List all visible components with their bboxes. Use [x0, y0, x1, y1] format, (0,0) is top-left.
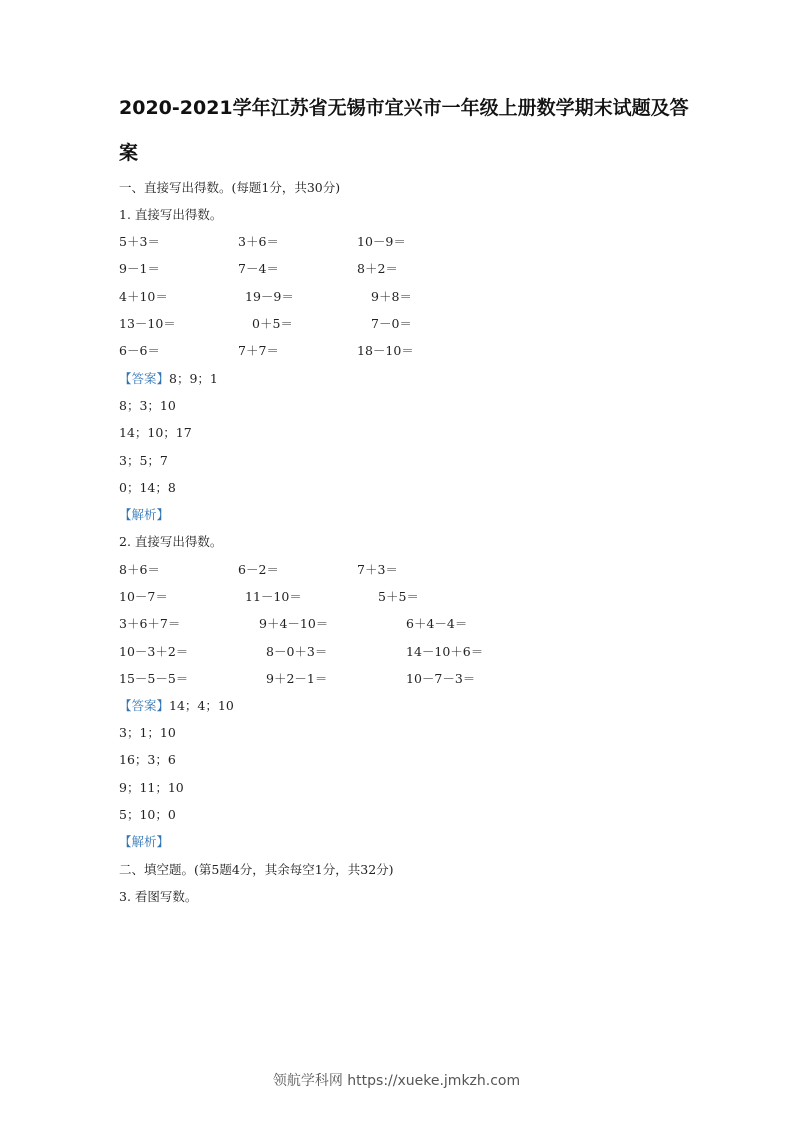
answer-text: 14；4；10: [169, 698, 234, 713]
q1-problem: 0＋5＝: [252, 316, 293, 331]
q2-answer-line: 16；3；6: [119, 752, 176, 767]
answer-text: 8；9；1: [169, 371, 218, 386]
q2-label: 2. 直接写出得数。: [119, 534, 223, 549]
q1-answer-line: 0；14；8: [119, 480, 176, 495]
q1-problem: 9－1＝: [119, 261, 160, 276]
q1-answer-line: 3；5；7: [119, 453, 168, 468]
q2-problem: 9＋2－1＝: [266, 671, 328, 686]
q2-answer-line: [119, 697, 234, 715]
q1-label: 1. 直接写出得数。: [119, 207, 223, 222]
q1-problem: 7－0＝: [371, 316, 412, 331]
footer-watermark: 领航学科网 https://xueke.jmkzh.com: [272, 1073, 521, 1089]
analysis-tag: 【解析】: [119, 834, 170, 849]
q1-answer-line: 8；3；10: [119, 398, 176, 413]
q1-problem: 19－9＝: [245, 289, 294, 304]
q2-problem: 8－0＋3＝: [266, 644, 328, 659]
q2-answer-line: 9；11；10: [119, 780, 184, 795]
q1-problem: 3＋6＝: [238, 234, 279, 249]
document-title: 2020-2021学年江苏省无锡市宜兴市一年级上册数学期末试题及答案: [119, 97, 689, 164]
q2-problem: 6－2＝: [238, 562, 279, 577]
q1-problem: 7＋7＝: [238, 343, 279, 358]
q1-problem: 6－6＝: [119, 343, 160, 358]
q2-problem: 3＋6＋7＝: [119, 616, 181, 631]
q2-answer-line: 3；1；10: [119, 725, 176, 740]
q1-problem: 9＋8＝: [371, 289, 412, 304]
q3-label: 3. 看图写数。: [119, 889, 198, 904]
q1-answer-line: [119, 370, 218, 388]
q2-problem: 10－7－3＝: [406, 671, 476, 686]
answer-tag: 【答案】: [119, 371, 170, 386]
q1-problem: 7－4＝: [238, 261, 279, 276]
section2-heading: 二、填空题。(第5题4分，其余每空1分，共32分): [119, 862, 394, 877]
answer-tag: 【答案】: [119, 698, 170, 713]
q1-problem: 8＋2＝: [357, 261, 398, 276]
q2-problem: 15－5－5＝: [119, 671, 189, 686]
section1-heading: 一、直接写出得数。(每题1分，共30分): [119, 180, 341, 195]
q2-problem: 10－3＋2＝: [119, 644, 189, 659]
q2-problem: 9＋4－10＝: [259, 616, 329, 631]
q2-problem: 11－10＝: [245, 589, 302, 604]
q1-problem: 18－10＝: [357, 343, 414, 358]
q1-problem: 4＋10＝: [119, 289, 168, 304]
q2-problem: 7＋3＝: [357, 562, 398, 577]
q2-problem: 14－10＋6＝: [406, 644, 484, 659]
q1-problem: 10－9＝: [357, 234, 406, 249]
analysis-tag: 【解析】: [119, 507, 170, 522]
q2-problem: 6＋4－4＝: [406, 616, 468, 631]
q1-answer-line: 14；10；17: [119, 425, 192, 440]
q1-problem: 13－10＝: [119, 316, 176, 331]
q1-problem: 5＋3＝: [119, 234, 160, 249]
q2-problem: 5＋5＝: [378, 589, 419, 604]
q2-problem: 10－7＝: [119, 589, 168, 604]
q2-problem: 8＋6＝: [119, 562, 160, 577]
q2-answer-line: 5；10；0: [119, 807, 176, 822]
